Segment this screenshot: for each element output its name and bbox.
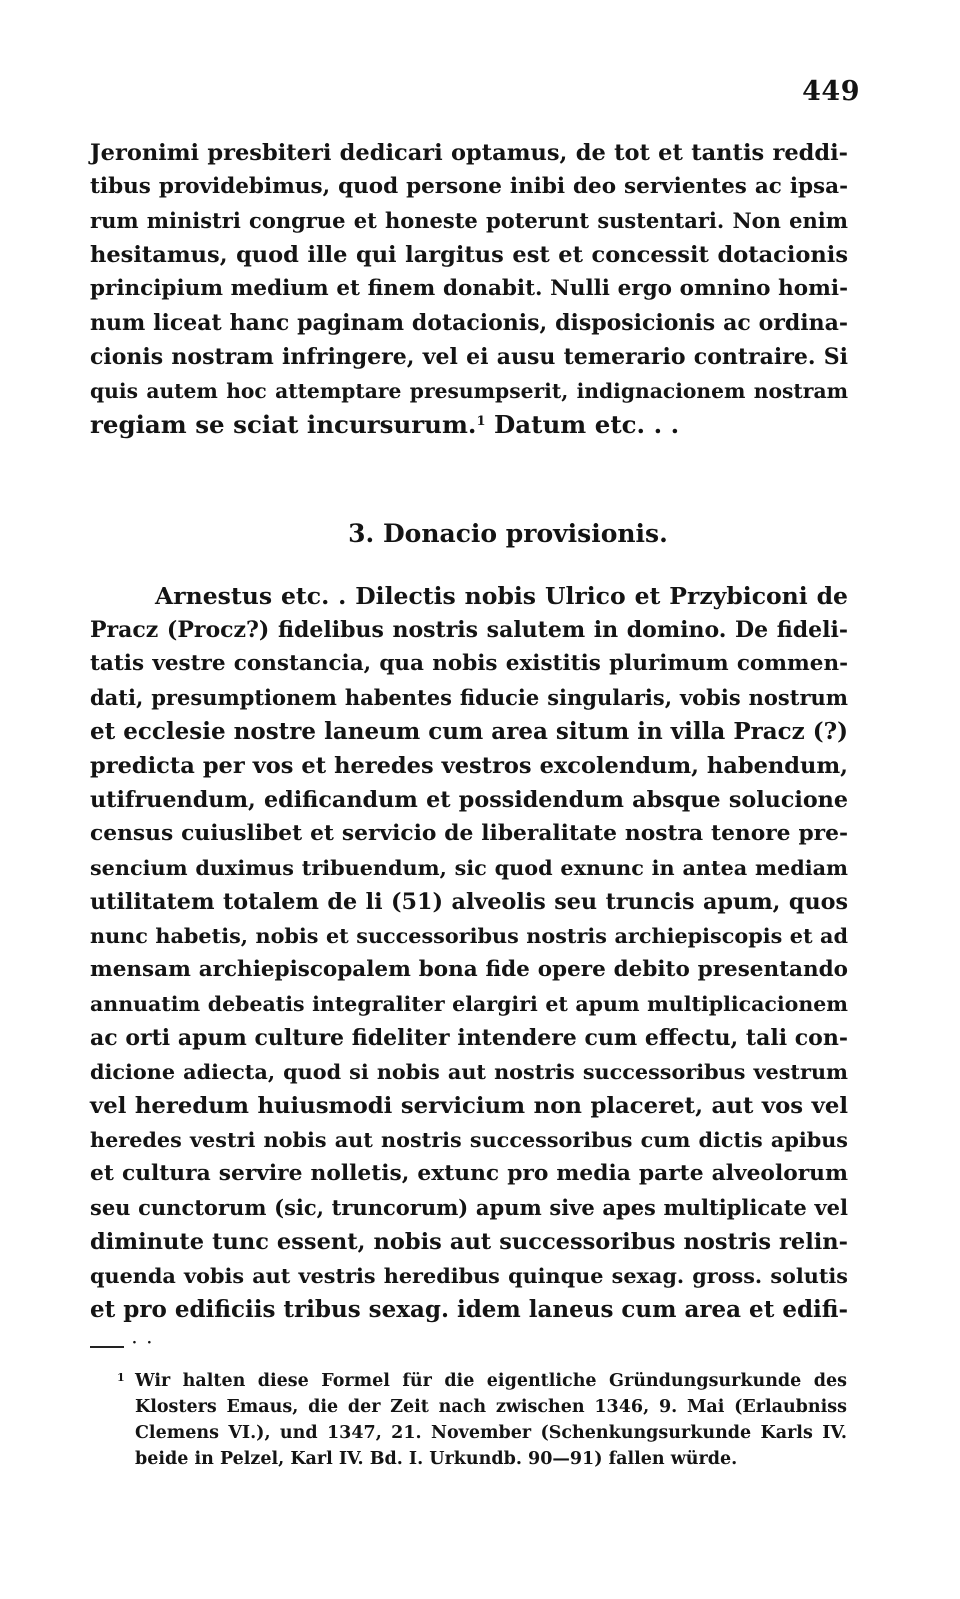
text-line: seu cunctorum (sic, truncorum) apum sive apes multiplicate vel bbox=[90, 1195, 848, 1220]
section-heading: 3. Donacio provisionis. bbox=[348, 519, 668, 548]
text-line: num liceat hanc paginam dotacionis, disposicionis ac ordina- bbox=[90, 310, 848, 336]
footnote-separator-dots: ·· bbox=[132, 1335, 162, 1351]
text-line: et pro edificiis tribus sexag. idem laneus cum area et edifi- bbox=[90, 1296, 849, 1323]
text-line: et cultura servire nolletis, extunc pro media parte alveolorum bbox=[90, 1161, 848, 1186]
text-line: principium medium et finem donabit. Nulli ergo omnino homi- bbox=[90, 276, 848, 301]
text-line: sencium duximus tribuendum, sic quod exnunc in antea mediam bbox=[90, 856, 848, 880]
text-line: tibus providebimus, quod persone inibi deo servientes ac ipsa- bbox=[90, 174, 848, 199]
text-line: diminute tunc essent, nobis aut successoribus nostris relin- bbox=[90, 1229, 848, 1255]
footnote-line: Clemens VI.), und 1347, 21. November (Schenkungsurkunde Karls IV. bbox=[135, 1423, 847, 1443]
text-line: Pracz (Procz?) fidelibus nostris salutem in domino. De fideli- bbox=[90, 617, 848, 643]
text-line: ac orti apum culture fideliter intendere cum effectu, tali con- bbox=[90, 1025, 848, 1051]
text-line: dati, presumptionem habentes fiducie singularis, vobis nostrum bbox=[90, 685, 848, 710]
text-run: regiam se sciat incursurum. bbox=[90, 410, 477, 439]
text-line: annuatim debeatis integraliter elargiri et apum multiplicacionem bbox=[90, 992, 848, 1016]
text-line: rum ministri congrue et honeste poterunt sustentari. Non enim bbox=[90, 208, 848, 233]
text-line: mensam archiepiscopalem bona fide opere debito presentando bbox=[90, 957, 848, 982]
text-run: Datum etc. . . bbox=[485, 410, 680, 439]
text-line: dicione adiecta, quod si nobis aut nostris successoribus vestrum bbox=[90, 1060, 848, 1084]
text-line: vel heredum huiusmodi servicium non placeret, aut vos vel bbox=[90, 1093, 848, 1119]
text-line-last bbox=[90, 409, 848, 441]
text-line: cionis nostram infringere, vel ei ausu temerario contraire. Si bbox=[90, 344, 848, 370]
footnote-marker: 1 bbox=[117, 1371, 125, 1384]
text-line: hesitamus, quod ille qui largitus est et concessit dotacionis bbox=[90, 242, 848, 268]
text-line: tatis vestre constancia, qua nobis existitis plurimum commen- bbox=[90, 651, 848, 676]
text-line: heredes vestri nobis aut nostris successoribus cum dictis apibus bbox=[90, 1128, 848, 1152]
text-line: utilitatem totalem de li (51) alveolis seu truncis apum, quos bbox=[90, 889, 848, 915]
text-line: census cuiuslibet et servicio de liberalitate nostra tenore pre- bbox=[90, 821, 848, 846]
text-line: Arnestus etc. . Dilectis nobis Ulrico et Przybiconi de bbox=[155, 582, 848, 610]
text-line: nunc habetis, nobis et successoribus nostris archiepiscopis et ad bbox=[90, 924, 848, 948]
text-line: predicta per vos et heredes vestros excolendum, habendum, bbox=[90, 753, 848, 779]
text-line: Jeronimi presbiteri dedicari optamus, de tot et tantis reddi- bbox=[90, 140, 848, 166]
text-line: et ecclesie nostre laneum cum area situm in villa Pracz (?) bbox=[90, 718, 848, 745]
page-number: 449 bbox=[802, 76, 860, 107]
footnote-separator bbox=[90, 1346, 124, 1348]
text-line: utifruendum, edificandum et possidendum absque solucione bbox=[90, 787, 848, 813]
text-line: quenda vobis aut vestris heredibus quinque sexag. gross. solutis bbox=[90, 1264, 848, 1288]
text-line: quis autem hoc attemptare presumpserit, indignacionem nostram bbox=[90, 379, 848, 403]
footnote-line: Wir halten diese Formel für die eigentliche Gründungsurkunde des bbox=[135, 1371, 847, 1391]
footnote-line: beide in Pelzel, Karl IV. Bd. I. Urkundb. 90—91) fallen würde. bbox=[135, 1449, 738, 1469]
footnote-reference: 1 bbox=[476, 414, 486, 429]
footnote-line: Klosters Emaus, die der Zeit nach zwischen 1346, 9. Mai (Erlaubniss bbox=[135, 1397, 847, 1417]
